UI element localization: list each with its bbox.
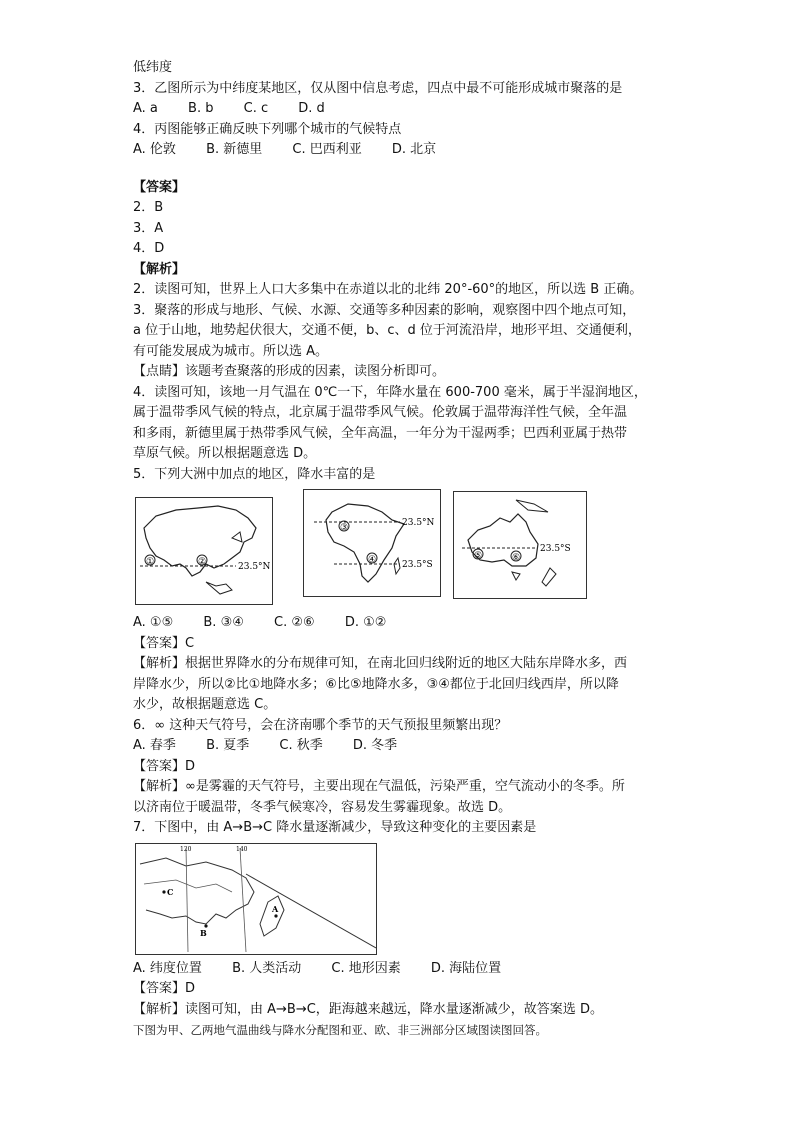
- asia-map: [135, 497, 273, 605]
- q5-analysis-line1: 【解析】根据世界降水的分布规律可知，在南北回归线附近的地区大陆东岸降水多，西: [133, 656, 628, 671]
- madagascar: [394, 558, 400, 574]
- tasmania: [512, 572, 520, 580]
- q6-option-c: C. 秋季: [279, 738, 323, 753]
- analysis-3-line2: a 位于山地，地势起伏很大，交通不便，b、c、d 位于河流沿岸，地形平坦、交通便利，: [133, 323, 641, 338]
- point-c-marker: [162, 890, 165, 893]
- analysis-4-line1: 4．读图可知，该地一月气温在 0℃一下，年降水量在 600-700 毫米，属于半湿润地区，: [133, 384, 647, 400]
- question-5: 5．下列大洲中加点的地区，降水丰富的是: [133, 466, 376, 482]
- australia-tropic-label: 23.5°S: [540, 544, 571, 554]
- africa-tropic-s-label: 23.5°S: [402, 560, 433, 570]
- australia-map: [453, 491, 587, 599]
- q5-option-a: A. ①⑤: [133, 615, 174, 630]
- q7-option-a: A. 纬度位置: [133, 960, 202, 976]
- q6-analysis-line2: 以济南位于暖温带，冬季气候寒冷，容易发生雾霾现象。故选 D。: [133, 799, 512, 815]
- q6-analysis-line1: 【解析】∞是雾霾的天气符号，主要出现在气温低，污染严重，空气流动小的冬季。所: [133, 779, 625, 794]
- africa-outline: [326, 504, 404, 582]
- next-section-intro: 下图为甲、乙两地气温曲线与降水分配图和亚、欧、非三洲部分区域图读图回答。: [133, 1023, 547, 1037]
- point-6-label: ⑥: [512, 553, 521, 563]
- analysis-4-line2: 属于温带季风气候的特点，北京属于温带季风气候。伦敦属于温带海洋性气候，全年温: [133, 405, 628, 420]
- q5-option-c: C. ②⑥: [274, 615, 315, 630]
- question-4-options: [133, 140, 673, 161]
- africa-tropic-n-label: 23.5°N: [402, 518, 435, 528]
- document-page: [133, 58, 673, 1040]
- intro-text: 低纬度: [133, 60, 173, 75]
- q3-option-b: B. b: [188, 101, 214, 116]
- question-6-options: [133, 736, 673, 757]
- answer-item-3: 3．A: [133, 220, 164, 236]
- q5-analysis-line2: 岸降水少，所以②比①地降水多；⑥比⑤地降水多，③④都位于北回归线西岸，所以降: [133, 676, 619, 692]
- border-line: [144, 880, 232, 892]
- analysis-label: 【解析】: [133, 261, 186, 277]
- q7-option-b: B. 人类活动: [232, 960, 302, 976]
- q5-option-b: B. ③④: [203, 615, 244, 630]
- analysis-3-line3: 有可能发展成为城市。所以选 A。: [133, 343, 329, 359]
- point-3-label: ③: [340, 523, 349, 533]
- question-4: 4．丙图能够正确反映下列哪个城市的气候特点: [133, 121, 402, 137]
- longitude-140-label: 140: [236, 845, 248, 853]
- point-4-label: ④: [368, 555, 377, 565]
- answer-item-4: 4．D: [133, 241, 165, 256]
- q6-option-d: D. 冬季: [352, 738, 398, 753]
- coastline-outline: [140, 858, 254, 924]
- q4-option-d: D. 北京: [391, 142, 437, 157]
- africa-map: [303, 489, 441, 597]
- new-guinea: [516, 500, 548, 512]
- comment-note: 【点睛】该题考查聚落的形成的因素，读图分析即可。: [133, 364, 446, 379]
- analysis-4-line3: 和多雨，新德里属于热带季风气候，全年高温，一年分为干湿两季；巴西利亚属于热带: [133, 425, 628, 441]
- question-3: 3．乙图所示为中纬度某地区，仅从图中信息考虑，四点中最不可能形成城市聚落的是: [133, 80, 623, 96]
- q7-analysis: 【解析】读图可知，由 A→B→C，距海越来越远，降水量逐渐减少，故答案选 D。: [133, 1001, 603, 1017]
- q7-option-c: C. 地形因素: [331, 960, 401, 976]
- q4-option-c: C. 巴西利亚: [292, 142, 362, 157]
- q5-option-d: D. ①②: [344, 615, 387, 630]
- point-2-label: ②: [198, 557, 207, 567]
- point-5-label: ⑤: [474, 551, 483, 561]
- meridian-120: [186, 848, 188, 952]
- meridian-140: [240, 848, 246, 952]
- question-5-options: [133, 613, 673, 634]
- point-b-label: B: [200, 927, 207, 938]
- point-1-label: ①: [146, 557, 155, 567]
- point-a-label: A: [272, 903, 279, 914]
- question-7-options: [133, 959, 673, 980]
- point-a-marker: [274, 914, 277, 917]
- continent-maps: [133, 489, 673, 611]
- q3-option-d: D. d: [298, 101, 325, 116]
- answer-item-2: 2．B: [133, 200, 164, 215]
- asia-tropic-label: 23.5°N: [238, 562, 271, 572]
- japan-outline: [260, 896, 284, 936]
- answer-label: 【答案】: [133, 179, 186, 195]
- question-3-options: [133, 99, 673, 120]
- q3-option-a: A. a: [133, 101, 158, 116]
- q4-option-b: B. 新德里: [206, 142, 263, 157]
- q3-option-c: C. c: [243, 101, 269, 116]
- new-zealand: [542, 568, 556, 586]
- q4-option-a: A. 伦敦: [133, 142, 176, 157]
- east-asia-map: [135, 843, 377, 955]
- q6-option-b: B. 夏季: [206, 738, 250, 753]
- question-6: 6．∞ 这种天气符号，会在济南哪个季节的天气预报里频繁出现？: [133, 717, 508, 733]
- point-c-label: C: [167, 886, 174, 897]
- diagonal-boundary: [246, 874, 376, 948]
- q7-answer: 【答案】D: [133, 981, 196, 996]
- analysis-4-line4: 草原气候。所以根据题意选 D。: [133, 446, 317, 461]
- q5-answer: 【答案】C: [133, 635, 195, 651]
- q5-analysis-line3: 水少，故根据题意选 C。: [133, 697, 277, 712]
- q6-answer: 【答案】D: [133, 758, 196, 774]
- q7-option-d: D. 海陆位置: [430, 960, 502, 976]
- question-7: 7．下图中，由 A→B→C 降水量逐渐减少，导致这种变化的主要因素是: [133, 820, 537, 835]
- q6-option-a: A. 春季: [133, 738, 176, 753]
- analysis-3-line1: 3．聚落的形成与地形、气候、水源、交通等多种因素的影响，观察图中四个地点可知，: [133, 302, 636, 318]
- japan-islands: [232, 532, 242, 542]
- analysis-2: 2．读图可知，世界上人口大多集中在赤道以北的北纬 20°-60°的地区，所以选 B 正确。: [133, 282, 643, 297]
- indonesia-islands: [206, 582, 232, 594]
- longitude-120-label: 120: [180, 845, 192, 853]
